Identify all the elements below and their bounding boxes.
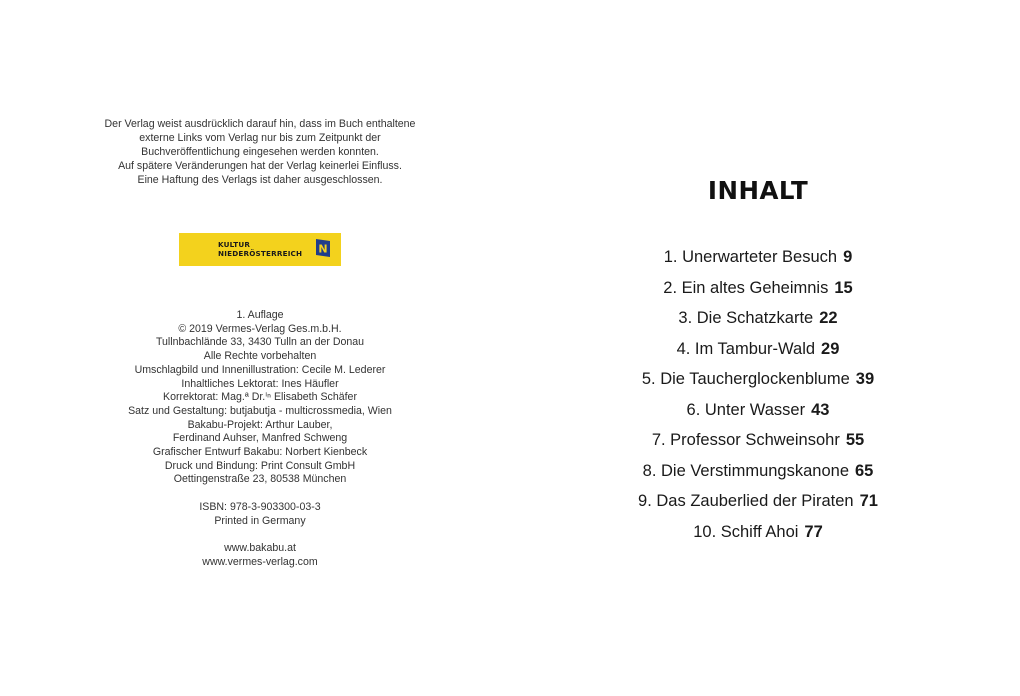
imprint-block [60, 309, 460, 569]
imprint-line: Alle Rechte vorbehalten [203, 350, 317, 363]
toc-item-label: 6. Unter Wasser [686, 400, 806, 419]
toc-item [590, 459, 926, 490]
imprint-line: Umschlagbild und Innenillustration: Cecile M. Lederer [134, 363, 386, 376]
toc-item [590, 276, 926, 307]
toc-item-page: 29 [821, 339, 840, 358]
website-bakabu: www.bakabu.at [224, 541, 296, 554]
imprint-line: Korrektorat: Mag.ª Dr.ⁱⁿ Elisabeth Schäfer [163, 391, 357, 404]
toc-item [590, 337, 926, 368]
spacer [60, 487, 460, 501]
toc-item [590, 489, 926, 520]
toc-item-label: 3. Die Schatzkarte [678, 309, 814, 327]
contents-page [590, 0, 926, 696]
toc-item [590, 306, 926, 337]
imprint-line: Druck und Bindung: Print Consult GmbH [164, 459, 356, 472]
toc-item-page: 15 [834, 278, 853, 297]
toc-item-page: 22 [819, 309, 838, 327]
link-disclaimer [60, 117, 460, 187]
imprint-line: Oettingenstraße 23, 80538 München [173, 473, 347, 486]
imprint-line: Bakabu-Projekt: Arthur Lauber, [187, 418, 333, 431]
imprint-line: Inhaltliches Lektorat: Ines Häufler [181, 377, 339, 390]
toc-item-label: 9. Das Zauberlied der Piraten [638, 492, 854, 510]
toc-item-label: 4. Im Tambur-Wald [676, 339, 816, 358]
imprint-line: 1. Auflage [236, 309, 284, 321]
toc-item-page: 77 [804, 522, 823, 541]
noe-mark-letter: N [318, 242, 328, 256]
toc-item [590, 428, 926, 459]
toc-list [590, 245, 926, 550]
toc-item-label: 10. Schiff Ahoi [693, 522, 799, 541]
toc-item [590, 367, 926, 398]
imprint-page [60, 0, 460, 696]
toc-item [590, 245, 926, 276]
disclaimer-line: Der Verlag weist ausdrücklich darauf hin, dass im Buch enthaltene [104, 118, 416, 130]
isbn: ISBN: 978-3-903300-03-3 [199, 500, 321, 513]
website-vermes: www.vermes-verlag.com [202, 555, 318, 568]
disclaimer-line: externe Links vom Verlag nur bis zum Zeitpunkt der [139, 132, 381, 144]
disclaimer-line: Eine Haftung des Verlags ist daher ausgeschlossen. [137, 174, 383, 186]
toc-item [590, 398, 926, 429]
toc-item-label: 8. Die Verstimmungskanone [642, 461, 849, 480]
toc-title: INHALT [707, 176, 809, 205]
logo-line: NIEDERÖSTERREICH [218, 249, 303, 258]
printed-in: Printed in Germany [214, 514, 306, 527]
spacer [60, 528, 460, 542]
imprint-line: Satz und Gestaltung: butjabutja - multicrossmedia, Wien [128, 404, 392, 417]
disclaimer-line: Buchveröffentlichung eingesehen werden konnten. [141, 146, 379, 158]
toc-item-page: 39 [855, 370, 875, 388]
imprint-line: © 2019 Vermes-Verlag Ges.m.b.H. [178, 322, 342, 335]
noe-mark-icon [315, 238, 331, 258]
imprint-line: Grafischer Entwurf Bakabu: Norbert Kienbeck [152, 446, 368, 459]
toc-item-page: 43 [811, 400, 830, 419]
toc-item-label: 1. Unerwarteter Besuch [663, 248, 838, 266]
toc-item-page: 55 [845, 431, 865, 449]
toc-item [590, 520, 926, 551]
toc-item-page: 71 [859, 492, 878, 510]
toc-item-page: 65 [855, 461, 874, 480]
imprint-line: Ferdinand Auhser, Manfred Schweng [172, 432, 348, 445]
logo-text [218, 240, 302, 258]
logo-line: KULTUR [218, 240, 251, 249]
toc-item-label: 7. Professor Schweinsohr [651, 431, 840, 449]
kultur-niederoesterreich-logo [179, 233, 341, 266]
toc-item-label: 2. Ein altes Geheimnis [663, 278, 829, 297]
toc-item-label: 5. Die Taucherglockenblume [641, 370, 850, 388]
imprint-line: Tullnbachlände 33, 3430 Tulln an der Donau [155, 336, 365, 349]
toc-item-page: 9 [843, 248, 853, 266]
disclaimer-line: Auf spätere Veränderungen hat der Verlag keinerlei Einfluss. [118, 160, 402, 172]
